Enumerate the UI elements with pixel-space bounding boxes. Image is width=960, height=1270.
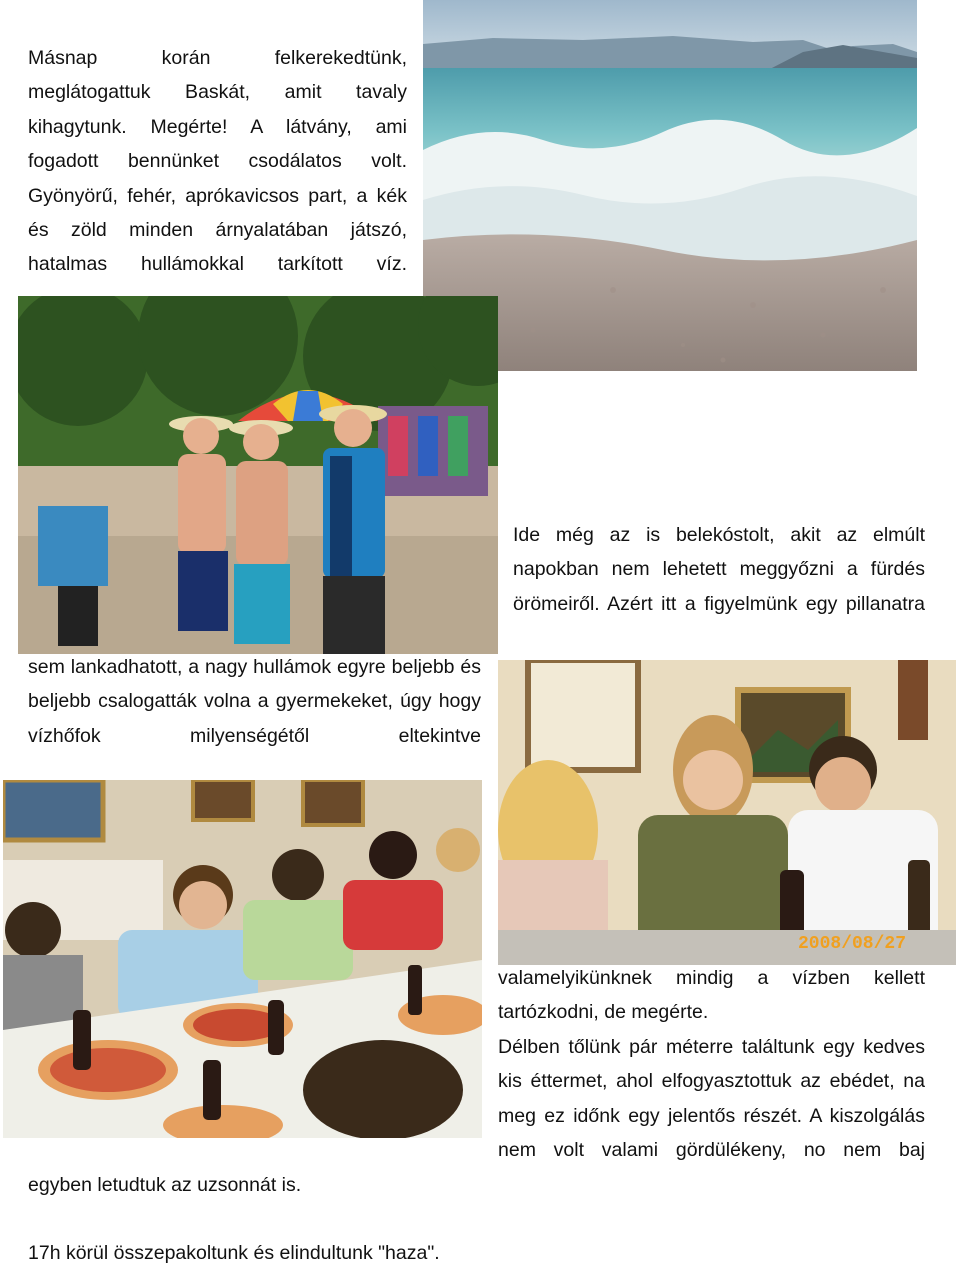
photo-restaurant-girls [498,660,956,965]
paragraph-snack: egyben letudtuk az uzsonnát is. [28,1174,302,1196]
photo-boys-beach [18,296,498,654]
paragraph-waves: sem lankadhatott, a nagy hullámok egyre beljebb és beljebb csalogatták volna a gyermekeket, úgy hogy vízhőfok milyenségétől eltekintve [28,656,481,747]
photo-date-stamp: 2008/08/27 [798,934,907,954]
paragraph-lunch: Délben tőlünk pár méterre találtunk egy kedves kis éttermet, ahol elfogyasztottuk az ebédet, na meg ez időnk egy jelentős részét. A kiszolgálás nem volt valami gördülékeny, no nem baj [498,1036,925,1162]
photo-restaurant-pizza [3,780,482,1138]
paragraph-swimming: Ide még az is belekóstolt, akit az elmúlt napokban nem lehetett meggyőzni a fürdés örömeiről. Azért itt a figyelmünk egy pillanatra [513,524,925,615]
paragraph-going-home: 17h körül összepakoltunk és elindultunk "haza". [28,1242,440,1264]
paragraph-basko-intro: Másnap korán felkerekedtünk, meglátogattuk Baskát, amit tavaly kihagytunk. Megérte! A látvány, ami fogadott bennünket csodálatos volt. Gyönyörű, fehér, aprókavicsos part, a kék és zöld minden árnyalatában játszó, hatalmas hullámokkal tarkított víz. [28,47,407,276]
paragraph-in-water: valamelyikünknek mindig a vízben kellett tartózkodni, de megérte. [498,967,925,1024]
